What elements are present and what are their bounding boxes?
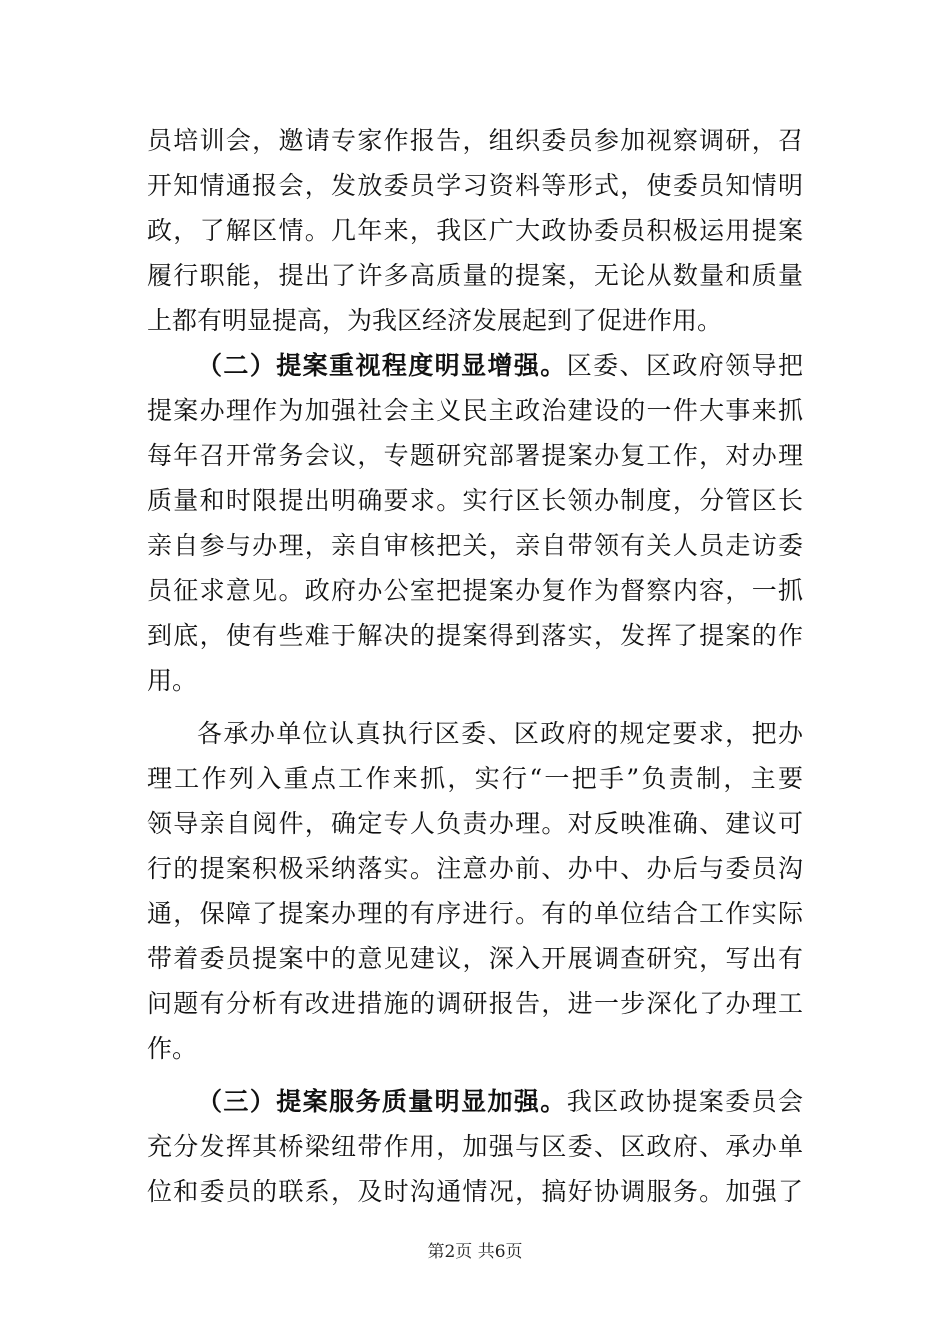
text-line: 理工作列入重点工作来抓，实行“一把手”负责制，主要: [147, 764, 803, 793]
text-line: 带着委员提案中的意见建议，深入开展调查研究，写出有: [147, 944, 803, 973]
text-line: 到底，使有些难于解决的提案得到落实，发挥了提案的作: [147, 621, 803, 650]
section-heading: （三）提案服务质量明显加强。: [197, 1087, 567, 1116]
text-line: 上都有明显提高，为我区经济发展起到了促进作用。: [147, 306, 723, 335]
text-line: 问题有分析有改进措施的调研报告，进一步深化了办理工: [147, 989, 803, 1018]
text-line: 员培训会，邀请专家作报告，组织委员参加视察调研，召: [147, 126, 803, 155]
text-line: 用。: [147, 666, 198, 695]
text-line: 履行职能，提出了许多高质量的提案，无论从数量和质量: [147, 261, 803, 290]
text-line: 每年召开常务会议，专题研究部署提案办复工作，对办理: [147, 441, 803, 470]
text-line: 位和委员的联系，及时沟通情况，搞好协调服务。加强了: [147, 1177, 803, 1206]
text-line: 开知情通报会，发放委员学习资料等形式，使委员知情明: [147, 171, 803, 200]
text-line: 质量和时限提出明确要求。实行区长领办制度，分管区长: [147, 486, 803, 515]
text-line: 作。: [147, 1034, 198, 1063]
page-number-footer: 第2页 共6页: [427, 1242, 523, 1262]
text-line: 充分发挥其桥梁纽带作用，加强与区委、区政府、承办单: [147, 1132, 803, 1161]
section-heading-continuation: 区委、区政府领导把: [566, 351, 803, 380]
text-line: 提案办理作为加强社会主义民主政治建设的一件大事来抓: [147, 396, 803, 425]
text-line: 行的提案积极采纳落实。注意办前、办中、办后与委员沟: [147, 854, 803, 883]
text-line: 亲自参与办理，亲自审核把关，亲自带领有关人员走访委: [147, 531, 803, 560]
section-heading: （二）提案重视程度明显增强。: [197, 351, 567, 380]
text-line: 员征求意见。政府办公室把提案办复作为督察内容，一抓: [147, 576, 803, 605]
section-heading-continuation: 我区政协提案委员会: [566, 1087, 803, 1116]
text-line: 通，保障了提案办理的有序进行。有的单位结合工作实际: [147, 899, 803, 928]
text-line: 领导亲自阅件，确定专人负责办理。对反映准确、建议可: [147, 809, 803, 838]
text-line: 政，了解区情。几年来，我区广大政协委员积极运用提案: [147, 216, 803, 245]
section-heading-line: [197, 1082, 803, 1122]
paragraph-first-line: 各承办单位认真执行区委、区政府的规定要求，把办: [197, 719, 803, 748]
section-heading-line: [197, 346, 803, 386]
